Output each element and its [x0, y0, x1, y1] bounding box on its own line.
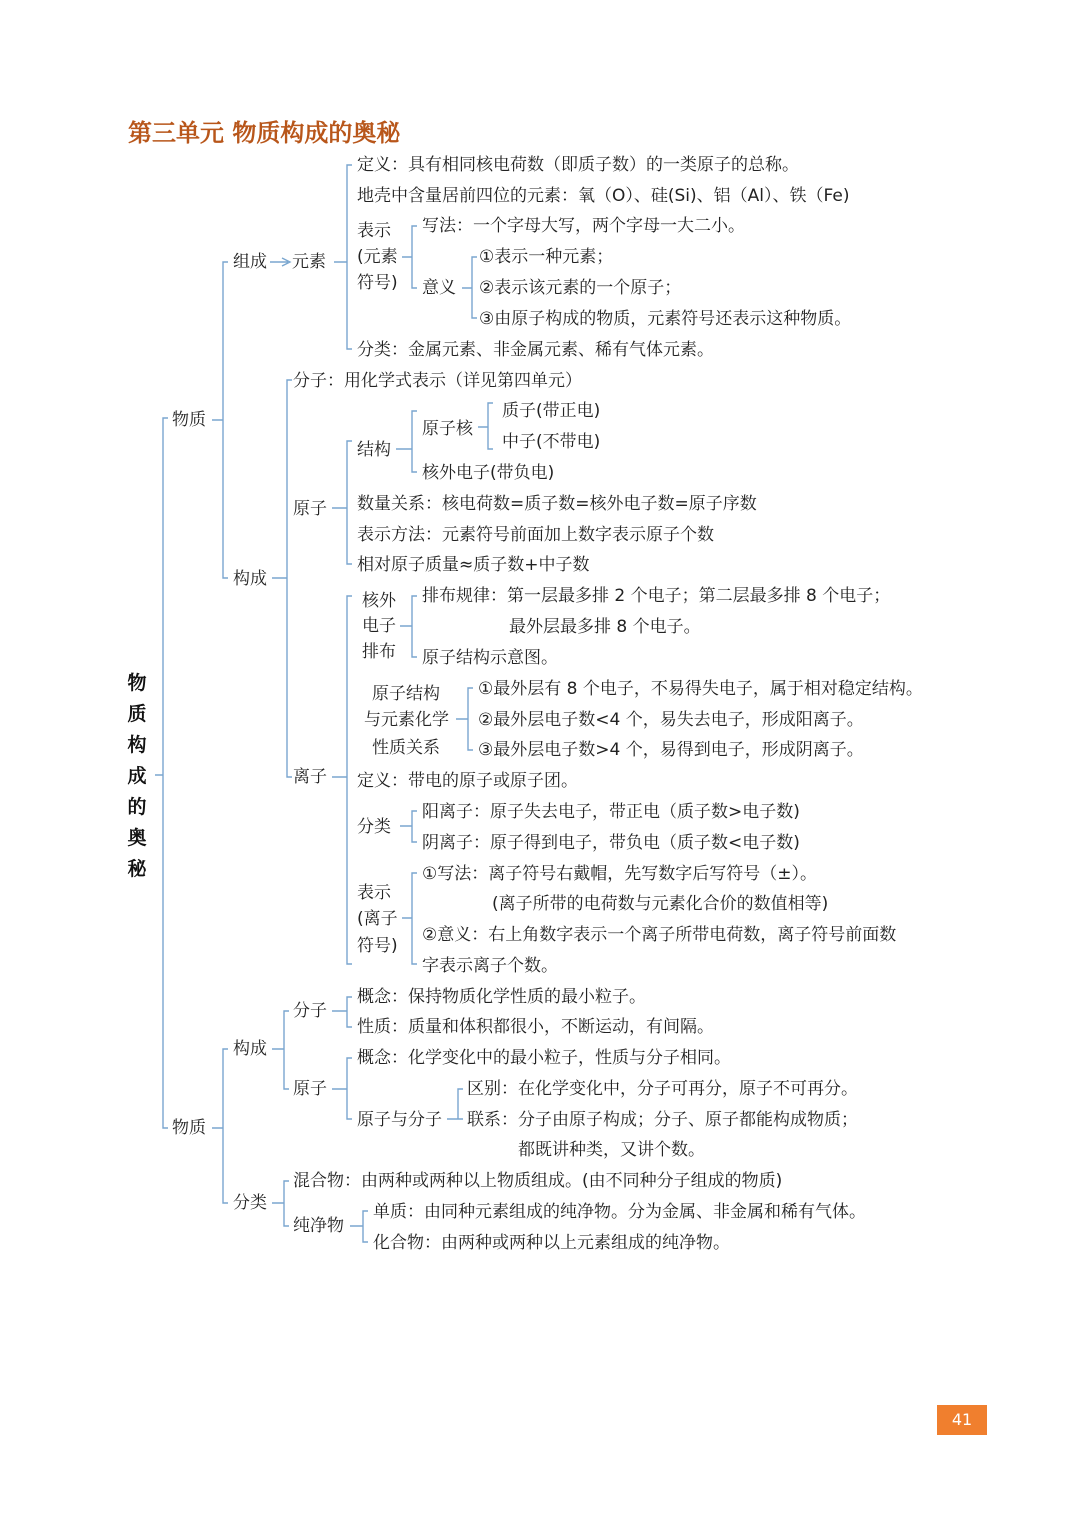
mixture: 混合物：由两种或两种以上物质组成。(由不同种分子组成的物质)	[293, 1171, 783, 1191]
vertical-char: 成	[127, 765, 147, 787]
electron-layout-label: 核外	[362, 591, 396, 611]
atom-molecule-link: 联系：分子由原子构成；分子、原子都能构成物质；	[467, 1110, 858, 1130]
node-substance-2: 物质	[172, 1118, 206, 1138]
node-substance-1: 物质	[172, 410, 206, 430]
bracket-structure	[396, 411, 417, 472]
page-number: 41	[937, 1405, 987, 1435]
atom-repr-method: 表示方法：元素符号前面加上数字表示原子个数	[357, 525, 714, 545]
bracket-molecule	[332, 997, 352, 1027]
molecule-concept: 概念：保持物质化学性质的最小粒子。	[357, 987, 646, 1007]
node-classification: 分类	[233, 1193, 267, 1213]
ion-writing-note: (离子所带的电荷数与元素化合价的数值相等)	[492, 894, 829, 914]
quantity-relation: 数量关系：核电荷数=质子数=核外电子数=原子序数	[357, 494, 757, 514]
layout-rule-1: 排布规律：第一层最多排 2 个电子；第二层最多排 8 个电子；	[422, 586, 891, 606]
bracket-ion	[332, 596, 352, 964]
atom-molecule-diff: 区别：在化学变化中，分子可再分，原子不可再分。	[467, 1079, 858, 1099]
electron-layout-label: 排布	[362, 642, 396, 662]
relation-3: ③最外层电子数>4 个，易得到电子，形成阴离子。	[478, 740, 864, 760]
node-structure: 结构	[357, 440, 391, 460]
vertical-char: 奥	[127, 827, 147, 849]
vertical-char: 秘	[127, 858, 147, 880]
atom-molecule-label: 原子与分子	[357, 1110, 442, 1130]
structure-diagram: 原子结构示意图。	[422, 648, 558, 668]
ion-repr-label: 表示	[357, 883, 391, 903]
vertical-char: 的	[127, 796, 147, 818]
bracket-ion-repr	[402, 873, 417, 964]
node-composition: 组成	[233, 252, 267, 272]
electron: 核外电子(带负电)	[422, 463, 555, 483]
vertical-title	[123, 668, 151, 885]
relation-1: ①最外层有 8 个电子，不易得失电子，属于相对稳定结构。	[478, 679, 923, 699]
relation-label: 性质关系	[372, 738, 440, 758]
element-classification: 分类：金属元素、非金属元素、稀有气体元素。	[357, 340, 714, 360]
bracket-electron-layout	[400, 596, 417, 657]
crust-elements: 地壳中含量居前四位的元素：氧（O）、硅(Si)、铝（Al）、铁（Fe)	[357, 186, 850, 206]
anion: 阴离子：原子得到电子，带负电（质子数<电子数)	[422, 833, 800, 853]
relative-atomic-mass: 相对原子质量≈质子数+中子数	[357, 555, 590, 575]
element-repr-label: 符号)	[357, 273, 398, 293]
vertical-char: 构	[127, 734, 147, 756]
element-meaning-2: ②表示该元素的一个原子；	[479, 278, 682, 298]
element-meaning-1: ①表示一种元素；	[479, 247, 614, 267]
layout-rule-2: 最外层最多排 8 个电子。	[509, 617, 701, 637]
bracket-goucheng-1	[272, 380, 292, 777]
unit-title: 第三单元 物质构成的奥秘	[128, 119, 401, 147]
bracket-meaning	[462, 257, 477, 318]
ion-repr-label: 符号)	[357, 936, 398, 956]
relation-label: 与元素化学	[364, 710, 449, 730]
simple-substance: 单质：由同种元素组成的纯净物。分为金属、非金属和稀有气体。	[373, 1202, 866, 1222]
bracket-element-repr	[402, 226, 417, 288]
bracket-fenlei	[272, 1181, 289, 1226]
bracket-atom-molecule	[447, 1089, 463, 1119]
bracket-goucheng-2	[272, 1011, 289, 1089]
ion-repr-label: (离子	[357, 909, 398, 929]
cation: 阳离子：原子失去电子，带正电（质子数>电子数)	[422, 802, 800, 822]
relation-2: ②最外层电子数<4 个，易失去电子，形成阳离子。	[478, 710, 864, 730]
bracket-b2	[212, 1049, 228, 1203]
molecule-property: 性质：质量和体积都很小，不断运动，有间隔。	[357, 1017, 714, 1037]
node-atom-2: 原子	[293, 1079, 327, 1099]
bracket-ion-class	[400, 811, 417, 842]
node-constitution-2: 构成	[233, 1039, 267, 1059]
atom-molecule-link-cont: 都既讲种类，又讲个数。	[518, 1140, 705, 1160]
bracket-atom-2	[332, 1058, 352, 1119]
element-meaning-label: 意义	[422, 278, 456, 298]
vertical-char: 质	[127, 703, 147, 725]
node-element: 元素	[292, 252, 326, 272]
node-constitution-1: 构成	[233, 569, 267, 589]
bracket-b1	[212, 262, 228, 578]
ion-meaning-cont: 字表示离子个数。	[422, 956, 558, 976]
ion-meaning: ②意义：右上角数字表示一个离子所带电荷数，离子符号前面数	[422, 925, 897, 945]
atom-concept: 概念：化学变化中的最小粒子，性质与分子相同。	[357, 1048, 731, 1068]
molecule-formula: 分子：用化学式表示（详见第四单元）	[293, 371, 582, 391]
element-definition: 定义：具有相同核电荷数（即质子数）的一类原子的总称。	[357, 155, 799, 175]
electron-layout-label: 电子	[362, 616, 396, 636]
element-repr-label: 表示	[357, 221, 391, 241]
neutron: 中子(不带电)	[502, 432, 601, 452]
node-ion: 离子	[293, 767, 327, 787]
bracket-pure	[350, 1211, 368, 1242]
bracket-atom	[332, 441, 352, 564]
vertical-char: 物	[127, 672, 147, 694]
ion-definition: 定义：带电的原子或原子团。	[357, 771, 578, 791]
bracket-nucleus	[478, 403, 493, 449]
bracket-relation	[456, 688, 473, 750]
node-pure-substance: 纯净物	[293, 1216, 344, 1236]
node-nucleus: 原子核	[422, 419, 473, 439]
element-meaning-3: ③由原子构成的物质，元素符号还表示这种物质。	[479, 309, 852, 329]
arrow-zucheng	[270, 258, 290, 266]
node-molecule: 分子	[293, 1001, 327, 1021]
bracket-root	[155, 418, 168, 1128]
ion-class-label: 分类	[357, 817, 391, 837]
compound: 化合物：由两种或两种以上元素组成的纯净物。	[373, 1233, 730, 1253]
proton: 质子(带正电)	[502, 401, 601, 421]
element-writing: 写法：一个字母大写，两个字母一大二小。	[422, 216, 745, 236]
relation-label: 原子结构	[372, 684, 440, 704]
ion-writing: ①写法：离子符号右戴帽，先写数字后写符号（±）。	[422, 864, 817, 884]
bracket-yuansu	[334, 165, 352, 349]
node-atom: 原子	[293, 499, 327, 519]
element-repr-label: (元素	[357, 247, 398, 267]
